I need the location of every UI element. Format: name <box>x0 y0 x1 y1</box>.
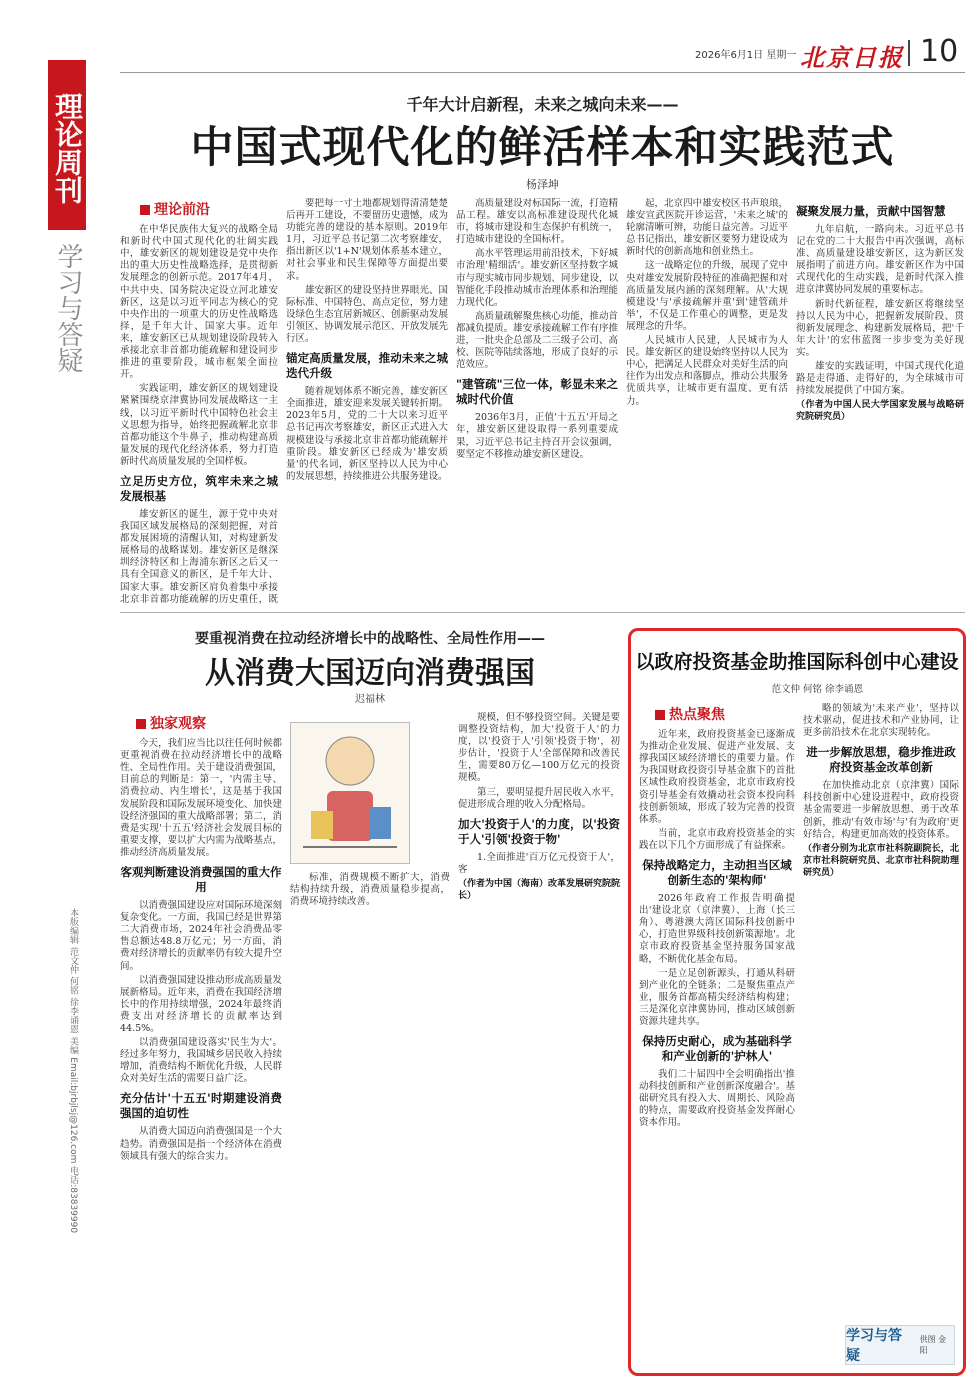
newspaper-logo: 北京日报 <box>800 43 904 72</box>
paragraph: 1.全面推进'百万亿元投资于人'，客 <box>458 851 620 875</box>
article1-section-tag <box>140 204 278 216</box>
article1-subhead-3: "建管疏"三位一体，彰显未来之城时代价值 <box>456 377 618 407</box>
paragraph: 近年来，政府投资基金已逐渐成为推动企业发展、促进产业发展、支撑我国区域经济增长的重要力量。作为我国财政投资引导基金旗下的首批区域性政府投资基金，北京市政府投资引导基金有效撬动社会资本投向科技创新领域，形成了较为完善的投资体系。 <box>639 729 795 825</box>
paragraph: 2036年3月，正值'十五五'开局之年，雄安新区建设取得一系列重要成果，习近平总书记主持召开会议强调，要坚定不移推动雄安新区建设。 <box>456 412 618 460</box>
paragraph: 起，北京四中雄安校区书声琅琅，雄安宣武医院开诊运营，'未来之城'的轮廓清晰可辨，功能日益完善。习近平总书记指出，雄安新区要努力建设成为新时代的创新高地和创业热土。 <box>626 198 788 258</box>
featured-article-box <box>628 628 966 1376</box>
paragraph: 以消费强国建设应对国际环境深刻复杂变化。一方面，我国已经是世界第二大消费市场，2024年社会消费品零售总额达48.8万亿元；另一方面，消费对经济增长的贡献率仍有较大提升空间。 <box>120 900 282 972</box>
column-logo-title: 学习与答疑 <box>846 1328 902 1364</box>
article1-headline: 中国式现代化的鲜活样本和实践范式 <box>190 123 895 173</box>
paragraph: 九年启航，一路向未。习近平总书记在党的二十大报告中再次强调，高标准、高质量建设雄安新区，这为新区发展指明了前进方向。雄安新区作为中国式现代化的生动实践，是新时代深入推进京津冀协同发展的重要标志。 <box>796 224 964 296</box>
column-logo-credit: 供图 金阳 <box>919 1335 947 1355</box>
paragraph: 在加快推动北京（京津冀）国际科技创新中心建设进程中，政府投资基金需要进一步解放思想、勇于改革创新，推动'有效市场'与'有为政府'更好结合，构建更加高效的投资体系。 <box>803 780 959 840</box>
paragraph: 在中华民族伟大复兴的战略全局和新时代中国式现代化的壮阔实践中，雄安新区的规划建设是党中央作出的重大历史性战略选择，是贯彻新发展理念的创新示范。2017年4月，中共中央、国务院决定设立河北雄安新区，这是以习近平同志为核心的党中央作出的一项重大的历史性战略选择，是千年大计、国家大事。近年来，雄安新区已从规划建设阶段转入承接北京非首都功能疏解和建设同步推进的重要阶段，城市框架全面拉开。 <box>120 224 278 381</box>
article3-column-2 <box>803 703 959 1303</box>
article1-column-4 <box>626 198 788 604</box>
paragraph: 高质量疏解聚焦核心功能，推动首都减负提质。雄安承接疏解工作有序推进，一批央企总部及二三级子公司、高校、医院等陆续落地，形成了良好的示范效应。 <box>456 310 618 371</box>
article1-column-1 <box>120 198 278 604</box>
page-number: 10 <box>920 34 959 69</box>
paragraph: 雄安新区的诞生，源于党中央对我国区域发展格局的深刻把握，对首都发展困境的清醒认知，对构建新发展格局的战略谋划。雄安新区是继深圳经济特区和上海浦东新区之后又一具有全国意义的新区，是千年大计、国家大事。雄安新区肩负着集中承接北京非首都功能疏解的历史重任，既 <box>120 508 278 604</box>
article3-author-note: （作者分别为北京市社科院副院长，北京市社科院研究员、北京市社科院助理研究员） <box>803 843 959 878</box>
article2-subhead-1: 客观判断建设消费强国的重大作用 <box>120 865 282 895</box>
masthead-rule <box>120 72 965 73</box>
article1-kicker: 千年大计启新程，未来之城向未来—— <box>406 95 679 114</box>
section-tag-text: 理论前沿 <box>154 202 210 218</box>
article1-subhead-2: 锚定高质量发展，推动未来之城迭代升级 <box>286 351 448 381</box>
paragraph: 要把每一寸土地都规划得清清楚楚后再开工建设，不要留历史遗憾，成为功能完善的建设的基本原则。2019年1月，习近平总书记第二次考察雄安，指出新区以'1+N'规划体系基本建立，对社会事业和民生保障等方面提出要求。 <box>286 198 448 282</box>
paragraph: 高质量建设对标国际一流，打造精品工程。雄安以高标准建设现代化城市，将城市建设和生态保护有机统一，打造城市建设的全国标杆。 <box>456 198 618 246</box>
article3-subhead-2: 保持历史耐心，成为基础科学和产业创新的'护林人' <box>642 1034 792 1064</box>
section-tag-text: 热点聚焦 <box>669 707 725 723</box>
section-divider <box>120 612 965 613</box>
masthead-divider <box>908 40 910 66</box>
article3-headline: 以政府投资基金助推国际科创中心建设 <box>635 651 959 673</box>
article1-byline: 杨泽坤 <box>526 178 559 191</box>
paragraph: 以消费强国建设落实'民生为大'。经过多年努力，我国城乡居民收入持续增加，消费结构不断优化升级，人民群众对美好生活的需要日益广泛。 <box>120 1037 282 1085</box>
article1-subhead-5: 凝聚发展力量，贡献中国智慧 <box>796 204 946 218</box>
paragraph: 雄安的实践证明，中国式现代化道路是走得通、走得好的，为全球城市可持续发展提供了中国方案。 <box>796 361 964 397</box>
paragraph: 略的领域为'未来产业'，坚持以技术驱动，促进技术和产业协同，让更多前沿技术在北京实现转化。 <box>803 703 959 739</box>
article2-subhead-3: 加大'投资于人'的力度，以'投资于人'引领'投资于物' <box>458 816 620 846</box>
article2-column-3 <box>458 712 620 1376</box>
editor-info: 本版编辑 范文仲 何铭 徐李诵恩 美编 Email:bjrbjlsj@126.com 电话:83839990 <box>68 908 78 1234</box>
paragraph: 以消费强国建设推动形成高质量发展新格局。近年来，消费在我国经济增长中的作用持续增强，2024年最终消费支出对经济增长的贡献率达到44.5%。 <box>120 974 282 1034</box>
article2-headline: 从消费大国迈向消费强国 <box>205 656 535 691</box>
article3-subhead-3: 进一步解放思想，稳步推进政府投资基金改革创新 <box>806 745 956 775</box>
article1-column-2 <box>286 198 448 604</box>
illustration-graphic <box>291 723 409 863</box>
article3-subhead-1: 保持战略定力，主动担当区域创新生态的'架构师' <box>642 858 792 888</box>
column-logo <box>845 1325 955 1365</box>
paragraph: 规模，但不够投资空间。关键是要调整投资结构，加大'投资于人'的力度，以'投资于人'引领'投资于物'，初步估计，'投资于人'全部保障和改善民生，需要80万亿—100万亿元的投资规模。 <box>458 712 620 784</box>
paragraph: 2026年政府工作报告明确提出'建设北京（京津冀）、上海（长三角）、粤港澳大湾区国际科技创新中心，打造世界级科技创新策源地'。北京市政府投资基金坚持服务国家战略，不断优化基金布局。 <box>639 893 795 965</box>
article1-author-note: （作者为中国人民大学国家发展与战略研究院研究员） <box>796 400 964 423</box>
paragraph: 高水平管理运用前沿技术，下好城市治理'精细活'。雄安新区坚持数字城市与现实城市同步规划、同步建设，以智能化手段推动城市治理体系和治理能力现代化。 <box>456 248 618 308</box>
paragraph: 人民城市人民建，人民城市为人民。雄安新区的建设始终坚持以人民为中心，把满足人民群众对美好生活的向往作为出发点和落脚点，推动公共服务优质共享，让城市更有温度、更有活力。 <box>626 335 788 407</box>
article2-column-2 <box>290 872 450 1376</box>
masthead <box>120 34 965 72</box>
paragraph: 我们二十届四中全会明确指出'推动科技创新和产业创新深度融合'。基础研究具有投入大、周期长、风险高的特点，需要政府投资基金发挥耐心资本作用。 <box>639 1069 795 1129</box>
article2-byline: 迟福林 <box>355 694 385 705</box>
paragraph: 实践证明，雄安新区的规划建设紧紧围绕京津冀协同发展战略这一主线，以习近平新时代中国特色社会主义思想为指导，始终把握疏解北京非首都功能这个牛鼻子，推动构建高质量发展的现代化经济体系，努力打造新时代高质量发展的全国样板。 <box>120 383 278 467</box>
paragraph: 第三，要明显提升居民收入水平，促进形成合理的收入分配格局。 <box>458 786 620 810</box>
paragraph: 当前，北京市政府投资基金的实践在以下几个方面形成了有益探索。 <box>639 827 795 851</box>
article2-subhead-2: 充分估计'十五五'时期建设消费强国的迫切性 <box>120 1091 282 1121</box>
article3-byline: 范文仲 何铭 徐李诵恩 <box>771 684 863 695</box>
paragraph: 这一战略定位的升级，展现了党中央对雄安发展阶段特征的准确把握和对高质量发展内涵的深刻理解。从'大规模建设'与'承接疏解并重'到'建管疏并举'，不仅是工作重心的调整，更是发展理念的升华。 <box>626 260 788 332</box>
article2-section-tag <box>136 718 282 730</box>
article2-author-note: （作者为中国（海南）改革发展研究院院长） <box>458 878 620 901</box>
issue-date: 2026年6月1日 星期一 <box>695 50 797 61</box>
cartoon-illustration <box>290 722 410 864</box>
paragraph: 新时代新征程，雄安新区将继续坚持以人民为中心，把握新发展阶段、贯彻新发展理念、构建新发展格局，把'千年大计'的宏伟蓝图一步步变为美好现实。 <box>796 298 964 358</box>
section-tag-icon <box>136 719 146 729</box>
article3-section-tag <box>655 709 795 721</box>
section-tag-text: 独家观察 <box>150 716 206 732</box>
article2-kicker: 要重视消费在拉动经济增长中的战略性、全局性作用—— <box>195 631 545 647</box>
article3-column-1 <box>639 703 795 1369</box>
section-label: 理论周刊 <box>48 60 86 230</box>
article1-column-3 <box>456 198 618 604</box>
section-tag-icon <box>140 205 150 215</box>
section-tag-icon <box>655 710 665 720</box>
article2-column-1 <box>120 712 282 1376</box>
article1-column-5 <box>796 198 964 604</box>
paragraph: 随着规划体系不断完善，雄安新区全面推进，雄安迎来发展关键转折期。2023年5月，党的二十大以来习近平总书记再次考察雄安，新区正式进入大规模建设与承接北京非首都功能疏解并重阶段。雄安新区已经成为'雄安质量'的代名词，新区坚持以人民为中心的发展思想，持续推进公共服务建设。 <box>286 386 448 482</box>
article1-subhead-1: 立足历史方位，筑牢未来之城发展根基 <box>120 473 278 503</box>
sidebar <box>40 38 118 1380</box>
paragraph: 今天，我们应当比以往任何时候都更重视消费在拉动经济增长中的战略性、全局性作用。关于建设消费强国，目前总的判断是：第一，'内需主导、消费拉动、内生增长'，这是基于我国发展阶段和国际发展环境变化、加快建设经济强国的重大战略部署；第二，消费是实现'十五五'经济社会发展目标的重要支撑，要以扩大内需为战略基点，推动经济高质量发展。 <box>120 738 282 858</box>
paragraph: 标准，消费规模不断扩大，消费结构持续升级，消费质量稳步提高，消费环境持续改善。 <box>290 872 450 908</box>
paragraph: 一是立足创新源头，打通从科研到产业化的全链条；二是聚焦重点产业，服务首都高精尖经济结构构建；三是深化京津冀协同，推动区域创新资源共建共享。 <box>639 967 795 1027</box>
paragraph: 从消费大国迈向消费强国是一个大趋势。消费强国是指一个经济体在消费领域具有强大的综合实力。 <box>120 1126 282 1162</box>
paragraph: 雄安新区的建设坚持世界眼光、国际标准、中国特色、高点定位，努力建设绿色生态宜居新城区、创新驱动发展引领区、协调发展示范区、开放发展先行区。 <box>286 284 448 345</box>
subsection-label: 学习与答疑 <box>53 243 83 373</box>
